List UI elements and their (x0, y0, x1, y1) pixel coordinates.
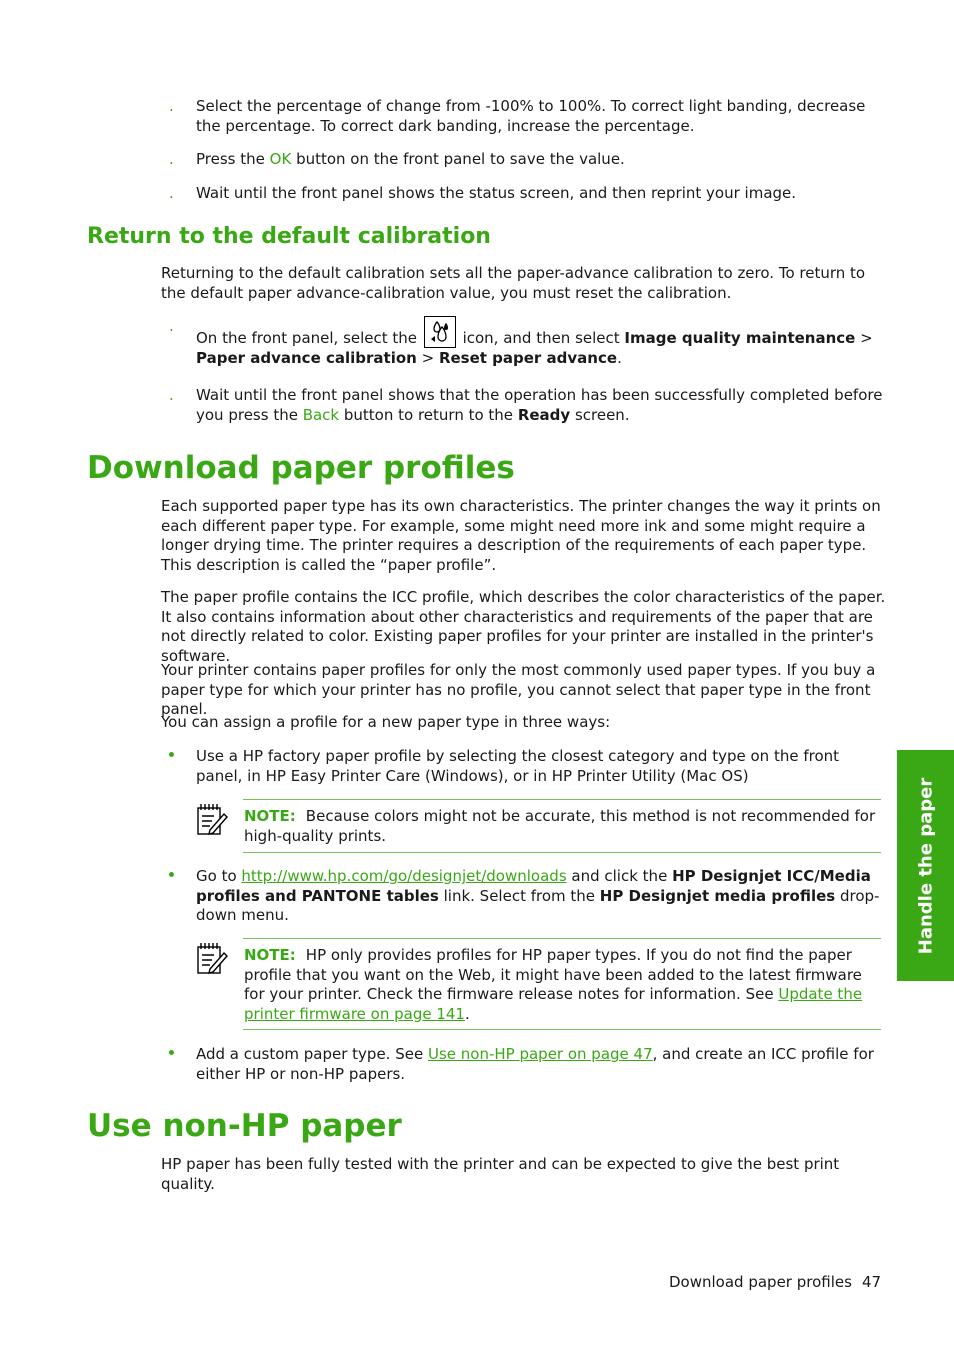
menu-path-item: Image quality maintenance (624, 329, 856, 347)
ready-screen-ref: Ready (517, 405, 571, 424)
step-marker: . (169, 317, 174, 335)
step-text: Wait until the front panel shows that the operation has been successfully completed before you press the (196, 386, 883, 424)
note-rule-bottom (243, 1029, 881, 1030)
paragraph: The paper profile contains the ICC profile, which describes the color characteristics of the paper. It also contains information about other characteristics and requirements of the paper that are not directly related to color. Existing paper profiles for your printer are installed in the printer's software. (161, 588, 886, 665)
ok-button-ref: OK (269, 150, 292, 168)
step-text: On the front panel, select the (196, 329, 422, 347)
note-body: HP only provides profiles for HP paper types. If you do not find the paper profile that you want on the Web, it might have been added to the latest firmware for your printer. Check the firmware release notes for information. See (244, 946, 862, 1003)
step-text: button on the front panel to save the value. (291, 150, 625, 168)
paragraph: You can assign a profile for a new paper type in three ways: (161, 713, 611, 731)
menu-path-item: Reset paper advance (438, 349, 618, 367)
paragraph: Your printer contains paper profiles for only the most commonly used paper types. If you buy a paper type for which your printer has no profile, you cannot select that paper type in the front panel. (161, 661, 876, 718)
bullet-dot (169, 872, 174, 877)
note-text (244, 807, 881, 846)
note-box (196, 799, 881, 853)
note-rule-bottom (243, 852, 881, 853)
paragraph: HP paper has been fully tested with the printer and can be expected to give the best print quality. (161, 1155, 840, 1193)
note-icon (196, 802, 228, 836)
section-heading-download-profiles: Download paper profiles (87, 450, 515, 486)
note-text (244, 946, 881, 1024)
note-icon (196, 941, 228, 975)
step-item (169, 316, 886, 368)
step-item (169, 150, 886, 170)
use-non-hp-paper-link[interactable]: Use non-HP paper on page 47 (427, 1045, 653, 1063)
note-rule-top (243, 799, 881, 800)
bullet-text: Add a custom paper type. See (196, 1045, 428, 1063)
bullet-text: drop-down menu. (196, 886, 880, 924)
note-label: NOTE: (244, 807, 296, 825)
chapter-tab-label: Handle the paper (915, 777, 936, 954)
step-marker: . (169, 386, 174, 404)
bullet-dot (169, 1050, 174, 1055)
bullet-text: Use a HP factory paper profile by selecting the closest category and type on the front panel, in HP Easy Printer Care (Windows), or in HP Printer Utility (Mac OS) (196, 747, 840, 785)
update-firmware-link[interactable]: Update the printer firmware on page 141 (244, 985, 863, 1023)
note-box (196, 938, 881, 1030)
chapter-side-tab (897, 750, 954, 981)
step-text: Select the percentage of change from -100% to 100%. To correct light banding, decrease the percentage. To correct dark banding, increase the percentage. (196, 97, 866, 135)
section-heading-return-calibration: Return to the default calibration (87, 224, 491, 249)
bullet-dot (169, 752, 174, 757)
menu-path-item: Paper advance calibration (196, 349, 417, 367)
bullet-text: , and create an ICC profile for either HP or non-HP papers. (196, 1045, 874, 1083)
dropdown-name: HP Designjet media profiles (599, 886, 836, 905)
note-body: Because colors might not be accurate, this method is not recommended for high-quality prints. (244, 807, 876, 845)
step-marker: . (169, 97, 174, 115)
step-item (169, 97, 886, 136)
back-button-ref: Back (302, 405, 340, 424)
note-label: NOTE: (244, 946, 296, 964)
step-item (169, 184, 886, 204)
step-text: > (416, 349, 439, 367)
bullet-item (196, 747, 886, 786)
step-item (169, 386, 886, 425)
step-text: button to return to the (339, 405, 518, 424)
paragraph: Returning to the default calibration sets all the paper-advance calibration to zero. To return to the default paper advance-calibration value, you must reset the calibration. (161, 264, 866, 302)
footer-page-number: 47 (862, 1273, 882, 1291)
step-marker: . (169, 184, 174, 202)
paragraph: Each supported paper type has its own characteristics. The printer changes the way it prints on each different paper type. For example, some might need more ink and some might require a longer drying time. The printer requires a description of the requirements of each paper type. This description is called the “paper profile”. (161, 497, 881, 574)
bullet-item (196, 1045, 886, 1084)
section-heading-non-hp-paper: Use non-HP paper (87, 1108, 402, 1144)
step-text: icon, and then select (457, 329, 625, 347)
image-quality-maintenance-icon (424, 316, 456, 348)
link-name: HP Designjet ICC/Media profiles and PANTONE tables (196, 867, 871, 905)
bullet-text: and click the (566, 867, 673, 885)
note-body: . (464, 1004, 470, 1023)
note-rule-top (243, 938, 881, 939)
step-marker: . (169, 150, 174, 168)
step-text: screen. (570, 405, 630, 424)
step-text: Wait until the front panel shows the status screen, and then reprint your image. (196, 184, 797, 202)
footer-title: Download paper profiles (669, 1273, 852, 1291)
bullet-text: Go to (196, 867, 242, 885)
step-text: . (617, 349, 622, 367)
bullet-item (196, 867, 886, 926)
step-text: Press the (196, 150, 270, 168)
step-text: > (855, 329, 873, 347)
designjet-downloads-link[interactable]: http://www.hp.com/go/designjet/downloads (241, 867, 567, 885)
bullet-text: link. Select from the (438, 886, 600, 905)
